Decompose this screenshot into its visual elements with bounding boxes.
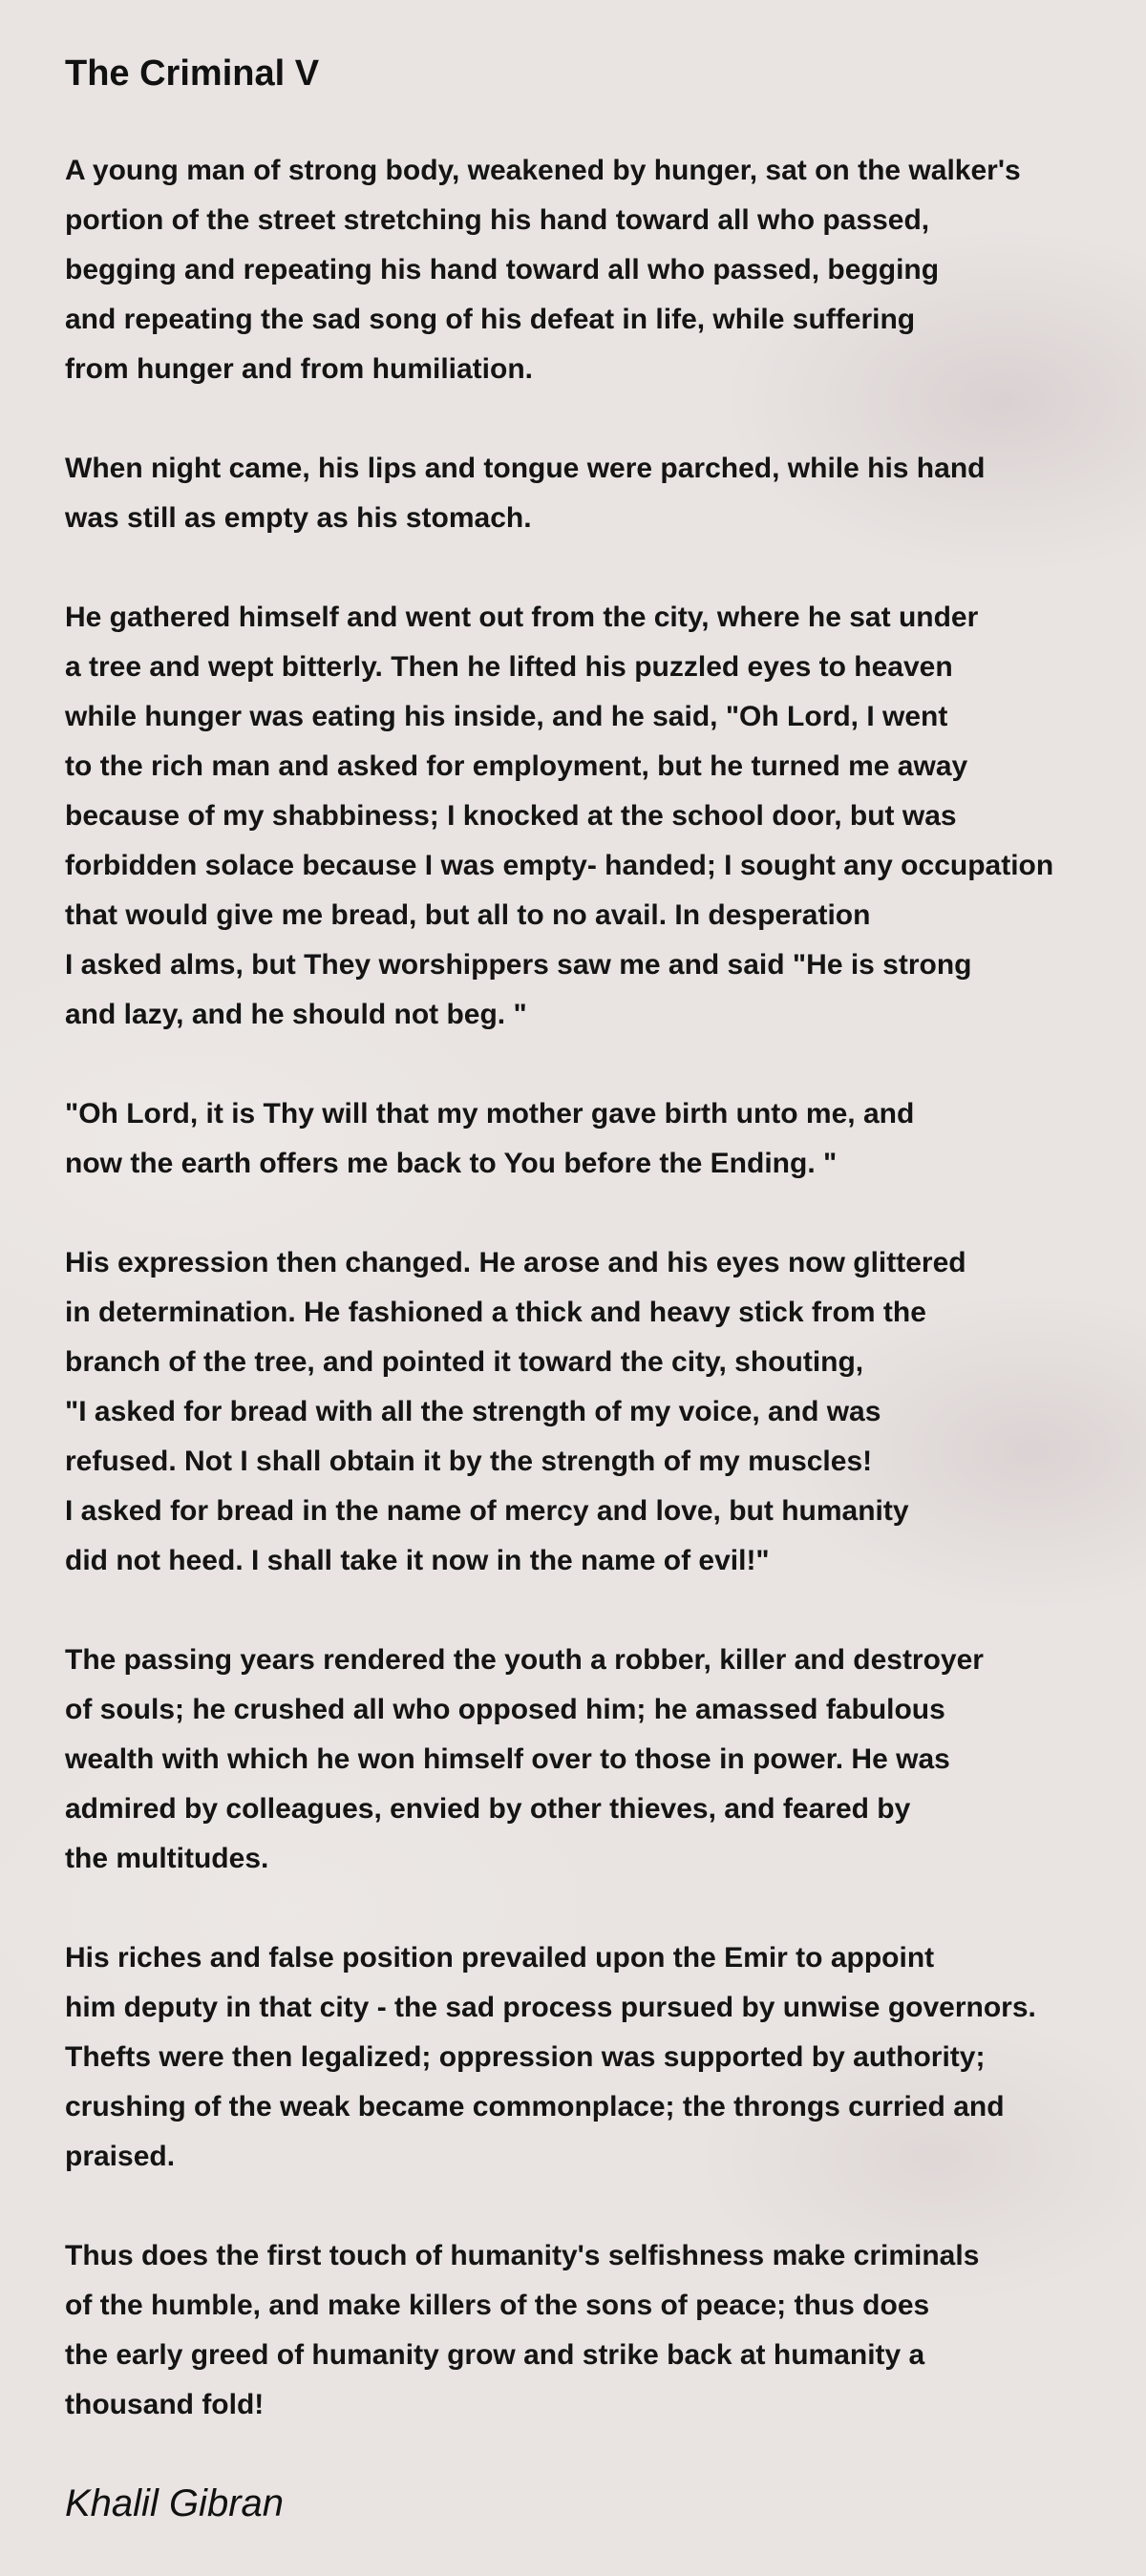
- poem-line: His riches and false position prevailed upon the Emir to appoint: [65, 1942, 935, 1974]
- poem-line: A young man of strong body, weakened by hunger, sat on the walker's: [65, 155, 1021, 186]
- poem-line: begging and repeating his hand toward all who passed, begging: [65, 254, 940, 285]
- poem-line: and repeating the sad song of his defeat in life, while suffering: [65, 304, 916, 335]
- poem-line: branch of the tree, and pointed it toward the city, shouting,: [65, 1346, 864, 1378]
- poem-line: and lazy, and he should not beg. ": [65, 999, 527, 1030]
- poem-line: that would give me bread, but all to no avail. In desperation: [65, 899, 871, 931]
- poem-line: When night came, his lips and tongue were parched, while his hand: [65, 453, 986, 484]
- poem-line: wealth with which he won himself over to those in power. He was: [65, 1743, 950, 1775]
- stanza-6: [65, 1636, 1135, 1884]
- poem-line: Thus does the first touch of humanity's selfishness make criminals: [65, 2240, 980, 2271]
- poem-line: the multitudes.: [65, 1843, 269, 1874]
- stanza-2: [65, 444, 1135, 543]
- poem-line: of souls; he crushed all who opposed him; he amassed fabulous: [65, 1694, 945, 1725]
- poem-line: Thefts were then legalized; oppression was supported by authority;: [65, 2041, 986, 2073]
- stanza-3: [65, 593, 1135, 1040]
- poem-line: portion of the street stretching his hand toward all who passed,: [65, 204, 930, 236]
- stanza-4: [65, 1089, 1135, 1189]
- poem-line: refused. Not I shall obtain it by the strength of my muscles!: [65, 1446, 873, 1477]
- poem-line: of the humble, and make killers of the sons of peace; thus does: [65, 2290, 930, 2321]
- poem-line: did not heed. I shall take it now in the name of evil!": [65, 1545, 770, 1576]
- stanza-5: [65, 1238, 1135, 1586]
- poem-line: him deputy in that city - the sad process pursued by unwise governors.: [65, 1992, 1036, 2023]
- poem-line: the early greed of humanity grow and strike back at humanity a: [65, 2339, 925, 2371]
- poem-author: Khalil Gibran: [65, 2482, 285, 2524]
- poem-line: was still as empty as his stomach.: [65, 502, 532, 534]
- stanza-8: [65, 2231, 1135, 2430]
- poem-line: to the rich man and asked for employment, but he turned me away: [65, 750, 968, 782]
- poem-line: His expression then changed. He arose and his eyes now glittered: [65, 1247, 966, 1278]
- poem-line: thousand fold!: [65, 2389, 265, 2420]
- poem-line: in determination. He fashioned a thick and heavy stick from the: [65, 1297, 926, 1328]
- poem-body: [65, 146, 1135, 2480]
- poem-line: I asked alms, but They worshippers saw me and said "He is strong: [65, 949, 972, 981]
- poem-line: because of my shabbiness; I knocked at the school door, but was: [65, 800, 957, 832]
- stanza-7: [65, 1933, 1135, 2182]
- poem-line: a tree and wept bitterly. Then he lifted his puzzled eyes to heaven: [65, 651, 953, 683]
- poem-line: while hunger was eating his inside, and he said, "Oh Lord, I went: [65, 701, 948, 732]
- poem-line: from hunger and from humiliation.: [65, 353, 533, 385]
- poem-line: The passing years rendered the youth a robber, killer and destroyer: [65, 1644, 984, 1676]
- poem-title: The Criminal V: [65, 53, 320, 94]
- stanza-1: [65, 146, 1135, 394]
- poem-line: now the earth offers me back to You before the Ending. ": [65, 1148, 838, 1179]
- poem-line: admired by colleagues, envied by other thieves, and feared by: [65, 1793, 911, 1825]
- poem-line: forbidden solace because I was empty- handed; I sought any occupation: [65, 850, 1054, 881]
- poem-line: I asked for bread in the name of mercy and love, but humanity: [65, 1495, 909, 1527]
- poem-line: praised.: [65, 2141, 176, 2172]
- poem-line: "Oh Lord, it is Thy will that my mother gave birth unto me, and: [65, 1098, 915, 1130]
- poem-line: crushing of the weak became commonplace; the throngs curried and: [65, 2091, 1005, 2122]
- poem-line: He gathered himself and went out from the city, where he sat under: [65, 602, 979, 633]
- poem-line: "I asked for bread with all the strength of my voice, and was: [65, 1396, 881, 1427]
